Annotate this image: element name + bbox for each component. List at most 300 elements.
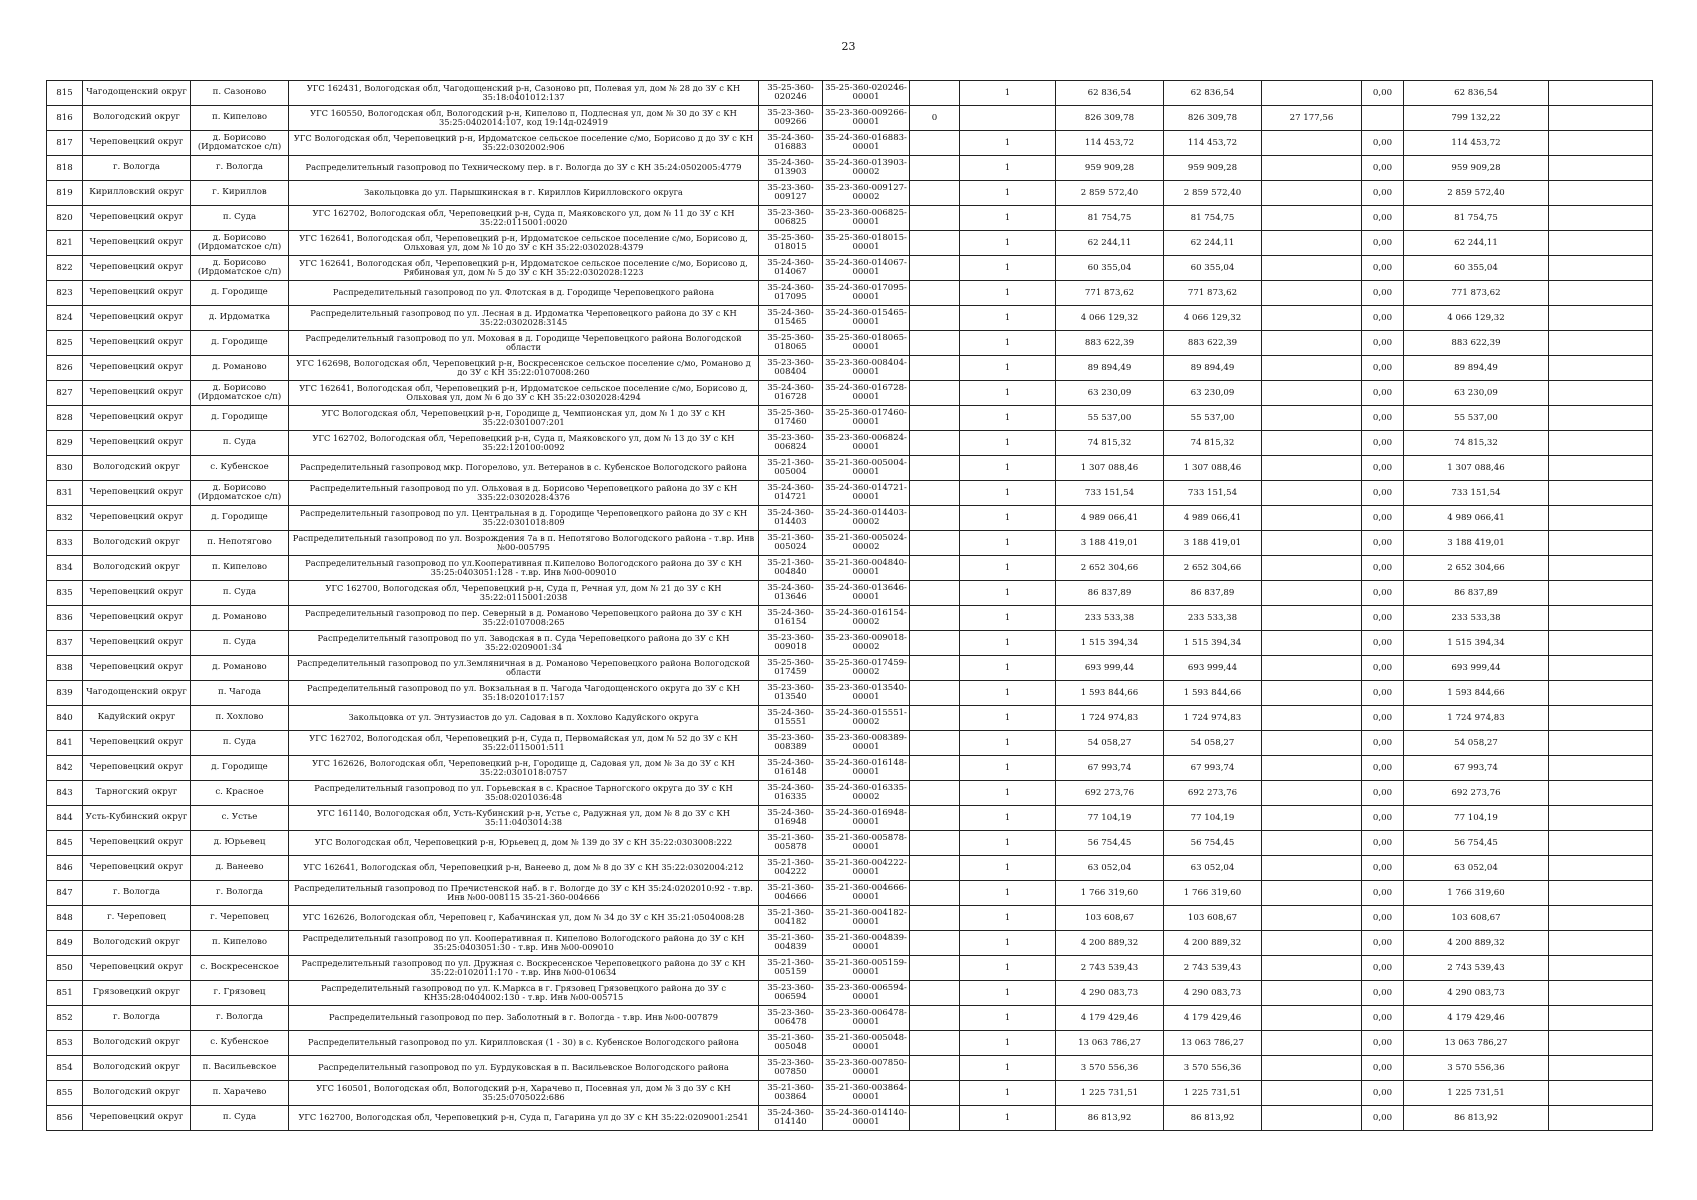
cell-no: 838 bbox=[47, 656, 83, 681]
cell-district: Череповецкий округ bbox=[83, 281, 191, 306]
cell-code2: 35-21-360-005878-00001 bbox=[823, 831, 910, 856]
cell-empty1 bbox=[910, 481, 960, 506]
cell-empty2 bbox=[1262, 281, 1362, 306]
cell-value: 114 453,72 bbox=[1164, 131, 1262, 156]
cell-address: Распределительный газопровод по ул.Кооперативная п.Кипелово Вологодского района до ЗУ с КН 35:25:0403051:128 - т.вр. Инв №00-009010 bbox=[289, 556, 759, 581]
cell-cost: 4 989 066,41 bbox=[1056, 506, 1164, 531]
cell-deduction: 0,00 bbox=[1362, 256, 1404, 281]
cell-cost: 1 593 844,66 bbox=[1056, 681, 1164, 706]
cell-address: Распределительный газопровод по ул.Земляничная в д. Романово Череповецкого района Вологодской области bbox=[289, 656, 759, 681]
cell-deduction: 0,00 bbox=[1362, 1006, 1404, 1031]
cell-deduction: 0,00 bbox=[1362, 1056, 1404, 1081]
cell-code2: 35-24-360-016728-00001 bbox=[823, 381, 910, 406]
cell-qty bbox=[960, 106, 1056, 131]
cell-code1: 35-25-360-018065 bbox=[759, 331, 823, 356]
cell-total: 1 593 844,66 bbox=[1404, 681, 1549, 706]
cell-code1: 35-24-360-015465 bbox=[759, 306, 823, 331]
cell-no: 849 bbox=[47, 931, 83, 956]
cell-empty1 bbox=[910, 81, 960, 106]
cell-district: Чагодощенский округ bbox=[83, 681, 191, 706]
cell-empty3 bbox=[1549, 731, 1653, 756]
cell-empty2 bbox=[1262, 356, 1362, 381]
cell-deduction: 0,00 bbox=[1362, 631, 1404, 656]
cell-code1: 35-24-360-014721 bbox=[759, 481, 823, 506]
cell-no: 825 bbox=[47, 331, 83, 356]
cell-code1: 35-23-360-009266 bbox=[759, 106, 823, 131]
cell-no: 835 bbox=[47, 581, 83, 606]
cell-qty: 1 bbox=[960, 131, 1056, 156]
cell-address: Распределительный газопровод по ул. Центральная в д. Городище Череповецкого района до ЗУ с КН 35:22:0301018:809 bbox=[289, 506, 759, 531]
cell-empty3 bbox=[1549, 156, 1653, 181]
cell-empty3 bbox=[1549, 181, 1653, 206]
cell-empty2 bbox=[1262, 556, 1362, 581]
cell-total: 2 859 572,40 bbox=[1404, 181, 1549, 206]
cell-locality: д. Борисово (Ирдоматское с/п) bbox=[191, 256, 289, 281]
cell-code1: 35-25-360-017459 bbox=[759, 656, 823, 681]
cell-total: 56 754,45 bbox=[1404, 831, 1549, 856]
cell-no: 843 bbox=[47, 781, 83, 806]
cell-total: 86 837,89 bbox=[1404, 581, 1549, 606]
cell-qty: 1 bbox=[960, 631, 1056, 656]
cell-deduction: 0,00 bbox=[1362, 556, 1404, 581]
cell-address: Распределительный газопровод по ул. Горьевская в с. Красное Тарногского округа до ЗУ с КН 35:08:0201036:48 bbox=[289, 781, 759, 806]
table-row bbox=[47, 631, 1653, 656]
cell-no: 828 bbox=[47, 406, 83, 431]
table-row bbox=[47, 406, 1653, 431]
cell-total: 1 307 088,46 bbox=[1404, 456, 1549, 481]
cell-cost: 103 608,67 bbox=[1056, 906, 1164, 931]
cell-cost: 4 179 429,46 bbox=[1056, 1006, 1164, 1031]
cell-value: 733 151,54 bbox=[1164, 481, 1262, 506]
cell-total: 86 813,92 bbox=[1404, 1106, 1549, 1131]
cell-value: 89 894,49 bbox=[1164, 356, 1262, 381]
cell-locality: д. Городище bbox=[191, 756, 289, 781]
cell-empty3 bbox=[1549, 281, 1653, 306]
cell-empty1 bbox=[910, 281, 960, 306]
cell-address: УГС 162702, Вологодская обл, Череповецкий р-н, Суда п, Маяковского ул, дом № 11 до ЗУ с КН 35:22:0115001:0020 bbox=[289, 206, 759, 231]
cell-locality: г. Грязовец bbox=[191, 981, 289, 1006]
cell-empty1 bbox=[910, 431, 960, 456]
cell-empty2 bbox=[1262, 831, 1362, 856]
cell-deduction: 0,00 bbox=[1362, 681, 1404, 706]
cell-empty3 bbox=[1549, 1106, 1653, 1131]
cell-total: 62 836,54 bbox=[1404, 81, 1549, 106]
cell-empty1 bbox=[910, 131, 960, 156]
cell-cost: 1 724 974,83 bbox=[1056, 706, 1164, 731]
cell-code2: 35-24-360-017095-00001 bbox=[823, 281, 910, 306]
cell-locality: д. Борисово (Ирдоматское с/п) bbox=[191, 131, 289, 156]
cell-empty1 bbox=[910, 406, 960, 431]
cell-qty: 1 bbox=[960, 331, 1056, 356]
cell-empty2 bbox=[1262, 756, 1362, 781]
cell-value: 3 570 556,36 bbox=[1164, 1056, 1262, 1081]
cell-value: 4 290 083,73 bbox=[1164, 981, 1262, 1006]
cell-empty3 bbox=[1549, 631, 1653, 656]
cell-code2: 35-24-360-014067-00001 bbox=[823, 256, 910, 281]
cell-address: УГС 160550, Вологодская обл, Вологодский р-н, Кипелово п, Подлесная ул, дом № 30 до ЗУ с КН 35:25:0402014:107, код 19:14д-024919 bbox=[289, 106, 759, 131]
cell-total: 77 104,19 bbox=[1404, 806, 1549, 831]
cell-cost: 959 909,28 bbox=[1056, 156, 1164, 181]
cell-empty2 bbox=[1262, 231, 1362, 256]
cell-code2: 35-23-360-006825-00001 bbox=[823, 206, 910, 231]
cell-locality: с. Воскресенское bbox=[191, 956, 289, 981]
cell-district: Череповецкий округ bbox=[83, 831, 191, 856]
cell-address: УГС 162626, Вологодская обл, Череповецкий р-н, Городище д, Садовая ул, дом № 3а до ЗУ с КН 35:22:0301018:0757 bbox=[289, 756, 759, 781]
cell-deduction: 0,00 bbox=[1362, 81, 1404, 106]
cell-total: 67 993,74 bbox=[1404, 756, 1549, 781]
cell-code2: 35-24-360-013646-00001 bbox=[823, 581, 910, 606]
cell-qty: 1 bbox=[960, 406, 1056, 431]
cell-code1: 35-21-360-004839 bbox=[759, 931, 823, 956]
cell-no: 826 bbox=[47, 356, 83, 381]
cell-empty1 bbox=[910, 531, 960, 556]
table-row bbox=[47, 306, 1653, 331]
cell-deduction: 0,00 bbox=[1362, 481, 1404, 506]
cell-cost: 2 652 304,66 bbox=[1056, 556, 1164, 581]
cell-total: 692 273,76 bbox=[1404, 781, 1549, 806]
cell-empty1 bbox=[910, 456, 960, 481]
cell-cost: 62 836,54 bbox=[1056, 81, 1164, 106]
table-row bbox=[47, 781, 1653, 806]
cell-empty1 bbox=[910, 856, 960, 881]
cell-empty2 bbox=[1262, 656, 1362, 681]
cell-code1: 35-24-360-015551 bbox=[759, 706, 823, 731]
cell-district: Вологодский округ bbox=[83, 106, 191, 131]
cell-cost: 1 307 088,46 bbox=[1056, 456, 1164, 481]
cell-empty2 bbox=[1262, 131, 1362, 156]
cell-empty2 bbox=[1262, 506, 1362, 531]
cell-code1: 35-21-360-004666 bbox=[759, 881, 823, 906]
cell-empty3 bbox=[1549, 681, 1653, 706]
cell-no: 822 bbox=[47, 256, 83, 281]
cell-district: Череповецкий округ bbox=[83, 256, 191, 281]
cell-locality: п. Суда bbox=[191, 731, 289, 756]
cell-empty1 bbox=[910, 906, 960, 931]
cell-empty1 bbox=[910, 256, 960, 281]
table-row bbox=[47, 81, 1653, 106]
cell-district: Вологодский округ bbox=[83, 556, 191, 581]
cell-address: УГС 162702, Вологодская обл, Череповецкий р-н, Суда п, Первомайская ул, дом № 52 до ЗУ с КН 35:22:0115001:511 bbox=[289, 731, 759, 756]
cell-deduction: 0,00 bbox=[1362, 181, 1404, 206]
cell-empty1 bbox=[910, 381, 960, 406]
cell-value: 60 355,04 bbox=[1164, 256, 1262, 281]
cell-no: 832 bbox=[47, 506, 83, 531]
cell-address: УГС 162641, Вологодская обл, Череповецкий р-н, Ирдоматское сельское поселение с/мо, Борисово д, Ольховая ул, дом № 6 до ЗУ с КН 35:22:0302028:4294 bbox=[289, 381, 759, 406]
cell-empty1 bbox=[910, 356, 960, 381]
cell-empty1 bbox=[910, 506, 960, 531]
cell-no: 830 bbox=[47, 456, 83, 481]
cell-empty3 bbox=[1549, 256, 1653, 281]
cell-code1: 35-25-360-018015 bbox=[759, 231, 823, 256]
cell-code1: 35-24-360-016335 bbox=[759, 781, 823, 806]
cell-district: Череповецкий округ bbox=[83, 956, 191, 981]
cell-deduction: 0,00 bbox=[1362, 956, 1404, 981]
table-row bbox=[47, 956, 1653, 981]
cell-code2: 35-24-360-014721-00001 bbox=[823, 481, 910, 506]
cell-code2: 35-24-360-016335-00002 bbox=[823, 781, 910, 806]
cell-locality: с. Кубенское bbox=[191, 456, 289, 481]
table-row bbox=[47, 806, 1653, 831]
cell-no: 856 bbox=[47, 1106, 83, 1131]
cell-empty3 bbox=[1549, 906, 1653, 931]
cell-empty3 bbox=[1549, 831, 1653, 856]
table-row bbox=[47, 906, 1653, 931]
cell-total: 4 066 129,32 bbox=[1404, 306, 1549, 331]
cell-total: 54 058,27 bbox=[1404, 731, 1549, 756]
cell-locality: г. Вологда bbox=[191, 881, 289, 906]
cell-empty1 bbox=[910, 981, 960, 1006]
cell-empty3 bbox=[1549, 1006, 1653, 1031]
table-row bbox=[47, 256, 1653, 281]
cell-no: 824 bbox=[47, 306, 83, 331]
cell-cost: 826 309,78 bbox=[1056, 106, 1164, 131]
table-row bbox=[47, 581, 1653, 606]
cell-empty2 bbox=[1262, 581, 1362, 606]
cell-value: 1 724 974,83 bbox=[1164, 706, 1262, 731]
cell-qty: 1 bbox=[960, 81, 1056, 106]
cell-empty3 bbox=[1549, 656, 1653, 681]
cell-code1: 35-25-360-017460 bbox=[759, 406, 823, 431]
cell-locality: п. Суда bbox=[191, 431, 289, 456]
cell-empty3 bbox=[1549, 881, 1653, 906]
cell-no: 852 bbox=[47, 1006, 83, 1031]
cell-empty3 bbox=[1549, 381, 1653, 406]
cell-cost: 3 570 556,36 bbox=[1056, 1056, 1164, 1081]
table-row bbox=[47, 1031, 1653, 1056]
cell-empty3 bbox=[1549, 856, 1653, 881]
cell-empty2 bbox=[1262, 981, 1362, 1006]
cell-qty: 1 bbox=[960, 1031, 1056, 1056]
cell-locality: п. Суда bbox=[191, 206, 289, 231]
cell-empty3 bbox=[1549, 981, 1653, 1006]
cell-address: УГС 162700, Вологодская обл, Череповецкий р-н, Суда п, Гагарина ул до ЗУ с КН 35:22:0209001:2541 bbox=[289, 1106, 759, 1131]
cell-empty2 bbox=[1262, 681, 1362, 706]
cell-value: 3 188 419,01 bbox=[1164, 531, 1262, 556]
cell-empty3 bbox=[1549, 806, 1653, 831]
cell-district: Череповецкий округ bbox=[83, 331, 191, 356]
table-row bbox=[47, 981, 1653, 1006]
cell-qty: 1 bbox=[960, 431, 1056, 456]
cell-locality: д. Городище bbox=[191, 406, 289, 431]
cell-empty3 bbox=[1549, 206, 1653, 231]
cell-code2: 35-24-360-016148-00001 bbox=[823, 756, 910, 781]
cell-district: Череповецкий округ bbox=[83, 481, 191, 506]
cell-code1: 35-21-360-004222 bbox=[759, 856, 823, 881]
cell-address: Распределительный газопровод по ул. Кооперативная п. Кипелово Вологодского района до ЗУ с КН 35:25:0403051:30 - т.вр. Инв №00-009010 bbox=[289, 931, 759, 956]
cell-total: 114 453,72 bbox=[1404, 131, 1549, 156]
cell-code2: 35-24-360-016154-00002 bbox=[823, 606, 910, 631]
table-row bbox=[47, 656, 1653, 681]
cell-code1: 35-24-360-016148 bbox=[759, 756, 823, 781]
cell-code2: 35-23-360-009266-00001 bbox=[823, 106, 910, 131]
cell-empty2 bbox=[1262, 856, 1362, 881]
cell-qty: 1 bbox=[960, 481, 1056, 506]
cell-code1: 35-23-360-008404 bbox=[759, 356, 823, 381]
cell-code2: 35-21-360-005004-00001 bbox=[823, 456, 910, 481]
cell-no: 823 bbox=[47, 281, 83, 306]
cell-address: Распределительный газопровод по ул. К.Маркса в г. Грязовец Грязовецкого района до ЗУ с КН35:28:0404002:130 - т.вр. Инв №00-005715 bbox=[289, 981, 759, 1006]
cell-empty1 bbox=[910, 1031, 960, 1056]
table-row bbox=[47, 1006, 1653, 1031]
cell-empty3 bbox=[1549, 106, 1653, 131]
cell-no: 817 bbox=[47, 131, 83, 156]
cell-code2: 35-24-360-015551-00002 bbox=[823, 706, 910, 731]
cell-locality: с. Кубенское bbox=[191, 1031, 289, 1056]
cell-code2: 35-24-360-013903-00002 bbox=[823, 156, 910, 181]
cell-cost: 67 993,74 bbox=[1056, 756, 1164, 781]
cell-empty2 bbox=[1262, 706, 1362, 731]
cell-empty2 bbox=[1262, 1081, 1362, 1106]
cell-value: 771 873,62 bbox=[1164, 281, 1262, 306]
cell-qty: 1 bbox=[960, 781, 1056, 806]
cell-total: 799 132,22 bbox=[1404, 106, 1549, 131]
cell-total: 63 052,04 bbox=[1404, 856, 1549, 881]
table-row bbox=[47, 481, 1653, 506]
cell-code2: 35-21-360-004222-00001 bbox=[823, 856, 910, 881]
cell-district: Вологодский округ bbox=[83, 931, 191, 956]
cell-code2: 35-23-360-007850-00001 bbox=[823, 1056, 910, 1081]
cell-qty: 1 bbox=[960, 381, 1056, 406]
cell-empty1 bbox=[910, 756, 960, 781]
cell-deduction: 0,00 bbox=[1362, 856, 1404, 881]
cell-total: 13 063 786,27 bbox=[1404, 1031, 1549, 1056]
cell-code1: 35-24-360-013646 bbox=[759, 581, 823, 606]
cell-code2: 35-24-360-016948-00001 bbox=[823, 806, 910, 831]
cell-qty: 1 bbox=[960, 756, 1056, 781]
cell-district: Вологодский округ bbox=[83, 456, 191, 481]
cell-value: 55 537,00 bbox=[1164, 406, 1262, 431]
cell-no: 815 bbox=[47, 81, 83, 106]
cell-value: 13 063 786,27 bbox=[1164, 1031, 1262, 1056]
cell-code2: 35-21-360-005048-00001 bbox=[823, 1031, 910, 1056]
cell-cost: 733 151,54 bbox=[1056, 481, 1164, 506]
cell-empty2 bbox=[1262, 731, 1362, 756]
cell-qty: 1 bbox=[960, 556, 1056, 581]
cell-district: Череповецкий округ bbox=[83, 731, 191, 756]
cell-qty: 1 bbox=[960, 156, 1056, 181]
cell-deduction: 0,00 bbox=[1362, 356, 1404, 381]
cell-empty3 bbox=[1549, 556, 1653, 581]
table-row bbox=[47, 381, 1653, 406]
cell-deduction: 0,00 bbox=[1362, 781, 1404, 806]
cell-address: УГС 162698, Вологодская обл, Череповецкий р-н, Воскресенское сельское поселение с/мо, Романово д до ЗУ с КН 35:22:0107008:260 bbox=[289, 356, 759, 381]
cell-address: Распределительный газопровод по ул. Бурдуковская в п. Васильевское Вологодского района bbox=[289, 1056, 759, 1081]
cell-value: 826 309,78 bbox=[1164, 106, 1262, 131]
cell-cost: 55 537,00 bbox=[1056, 406, 1164, 431]
cell-code2: 35-23-360-008404-00001 bbox=[823, 356, 910, 381]
cell-no: 836 bbox=[47, 606, 83, 631]
cell-deduction: 0,00 bbox=[1362, 231, 1404, 256]
cell-empty3 bbox=[1549, 406, 1653, 431]
cell-deduction: 0,00 bbox=[1362, 706, 1404, 731]
table-row bbox=[47, 681, 1653, 706]
cell-district: Чагодощенский округ bbox=[83, 81, 191, 106]
cell-qty: 1 bbox=[960, 656, 1056, 681]
cell-empty3 bbox=[1549, 81, 1653, 106]
cell-locality: п. Кипелово bbox=[191, 106, 289, 131]
cell-code2: 35-21-360-004839-00001 bbox=[823, 931, 910, 956]
cell-empty1 bbox=[910, 1106, 960, 1131]
cell-empty3 bbox=[1549, 456, 1653, 481]
cell-deduction: 0,00 bbox=[1362, 606, 1404, 631]
cell-code1: 35-23-360-009127 bbox=[759, 181, 823, 206]
cell-code1: 35-24-360-016728 bbox=[759, 381, 823, 406]
cell-empty1 bbox=[910, 556, 960, 581]
cell-address: УГС Вологодская обл, Череповецкий р-н, Городище д, Чемпионская ул, дом № 1 до ЗУ с КН 35:22:0301007:201 bbox=[289, 406, 759, 431]
cell-code1: 35-25-360-020246 bbox=[759, 81, 823, 106]
cell-total: 1 225 731,51 bbox=[1404, 1081, 1549, 1106]
cell-deduction: 0,00 bbox=[1362, 456, 1404, 481]
cell-cost: 86 837,89 bbox=[1056, 581, 1164, 606]
cell-empty2 bbox=[1262, 531, 1362, 556]
cell-cost: 692 273,76 bbox=[1056, 781, 1164, 806]
cell-total: 771 873,62 bbox=[1404, 281, 1549, 306]
cell-code2: 35-25-360-018015-00001 bbox=[823, 231, 910, 256]
cell-empty2 bbox=[1262, 181, 1362, 206]
cell-code2: 35-24-360-014403-00002 bbox=[823, 506, 910, 531]
cell-locality: п. Непотягово bbox=[191, 531, 289, 556]
cell-deduction: 0,00 bbox=[1362, 1081, 1404, 1106]
cell-empty3 bbox=[1549, 231, 1653, 256]
cell-cost: 89 894,49 bbox=[1056, 356, 1164, 381]
cell-value: 63 230,09 bbox=[1164, 381, 1262, 406]
cell-value: 74 815,32 bbox=[1164, 431, 1262, 456]
cell-qty: 1 bbox=[960, 856, 1056, 881]
cell-code1: 35-21-360-005048 bbox=[759, 1031, 823, 1056]
cell-address: Распределительный газопровод по ул. Вокзальная в п. Чагода Чагодощенского округа до ЗУ с КН 35:18:0201017:157 bbox=[289, 681, 759, 706]
cell-locality: п. Кипелово bbox=[191, 556, 289, 581]
cell-code2: 35-25-360-017459-00002 bbox=[823, 656, 910, 681]
cell-cost: 56 754,45 bbox=[1056, 831, 1164, 856]
cell-no: 829 bbox=[47, 431, 83, 456]
table-row bbox=[47, 706, 1653, 731]
cell-deduction: 0,00 bbox=[1362, 906, 1404, 931]
cell-district: Череповецкий округ bbox=[83, 306, 191, 331]
cell-locality: д. Романово bbox=[191, 356, 289, 381]
cell-value: 81 754,75 bbox=[1164, 206, 1262, 231]
cell-empty3 bbox=[1549, 956, 1653, 981]
cell-no: 848 bbox=[47, 906, 83, 931]
cell-qty: 1 bbox=[960, 831, 1056, 856]
cell-no: 855 bbox=[47, 1081, 83, 1106]
cell-cost: 4 066 129,32 bbox=[1056, 306, 1164, 331]
cell-total: 693 999,44 bbox=[1404, 656, 1549, 681]
cell-cost: 1 515 394,34 bbox=[1056, 631, 1164, 656]
cell-value: 1 593 844,66 bbox=[1164, 681, 1262, 706]
cell-empty2 bbox=[1262, 331, 1362, 356]
cell-no: 842 bbox=[47, 756, 83, 781]
cell-qty: 1 bbox=[960, 606, 1056, 631]
cell-code2: 35-24-360-015465-00001 bbox=[823, 306, 910, 331]
table-row bbox=[47, 1056, 1653, 1081]
cell-empty3 bbox=[1549, 306, 1653, 331]
cell-code1: 35-24-360-014403 bbox=[759, 506, 823, 531]
cell-qty: 1 bbox=[960, 931, 1056, 956]
cell-value: 63 052,04 bbox=[1164, 856, 1262, 881]
cell-locality: д. Борисово (Ирдоматское с/п) bbox=[191, 381, 289, 406]
cell-empty3 bbox=[1549, 131, 1653, 156]
cell-cost: 13 063 786,27 bbox=[1056, 1031, 1164, 1056]
cell-code1: 35-24-360-016948 bbox=[759, 806, 823, 831]
asset-register-table bbox=[46, 80, 1653, 1131]
cell-district: Вологодский округ bbox=[83, 531, 191, 556]
cell-total: 81 754,75 bbox=[1404, 206, 1549, 231]
cell-cost: 1 766 319,60 bbox=[1056, 881, 1164, 906]
cell-no: 831 bbox=[47, 481, 83, 506]
table-row bbox=[47, 456, 1653, 481]
cell-empty2 bbox=[1262, 931, 1362, 956]
cell-code1: 35-23-360-008389 bbox=[759, 731, 823, 756]
